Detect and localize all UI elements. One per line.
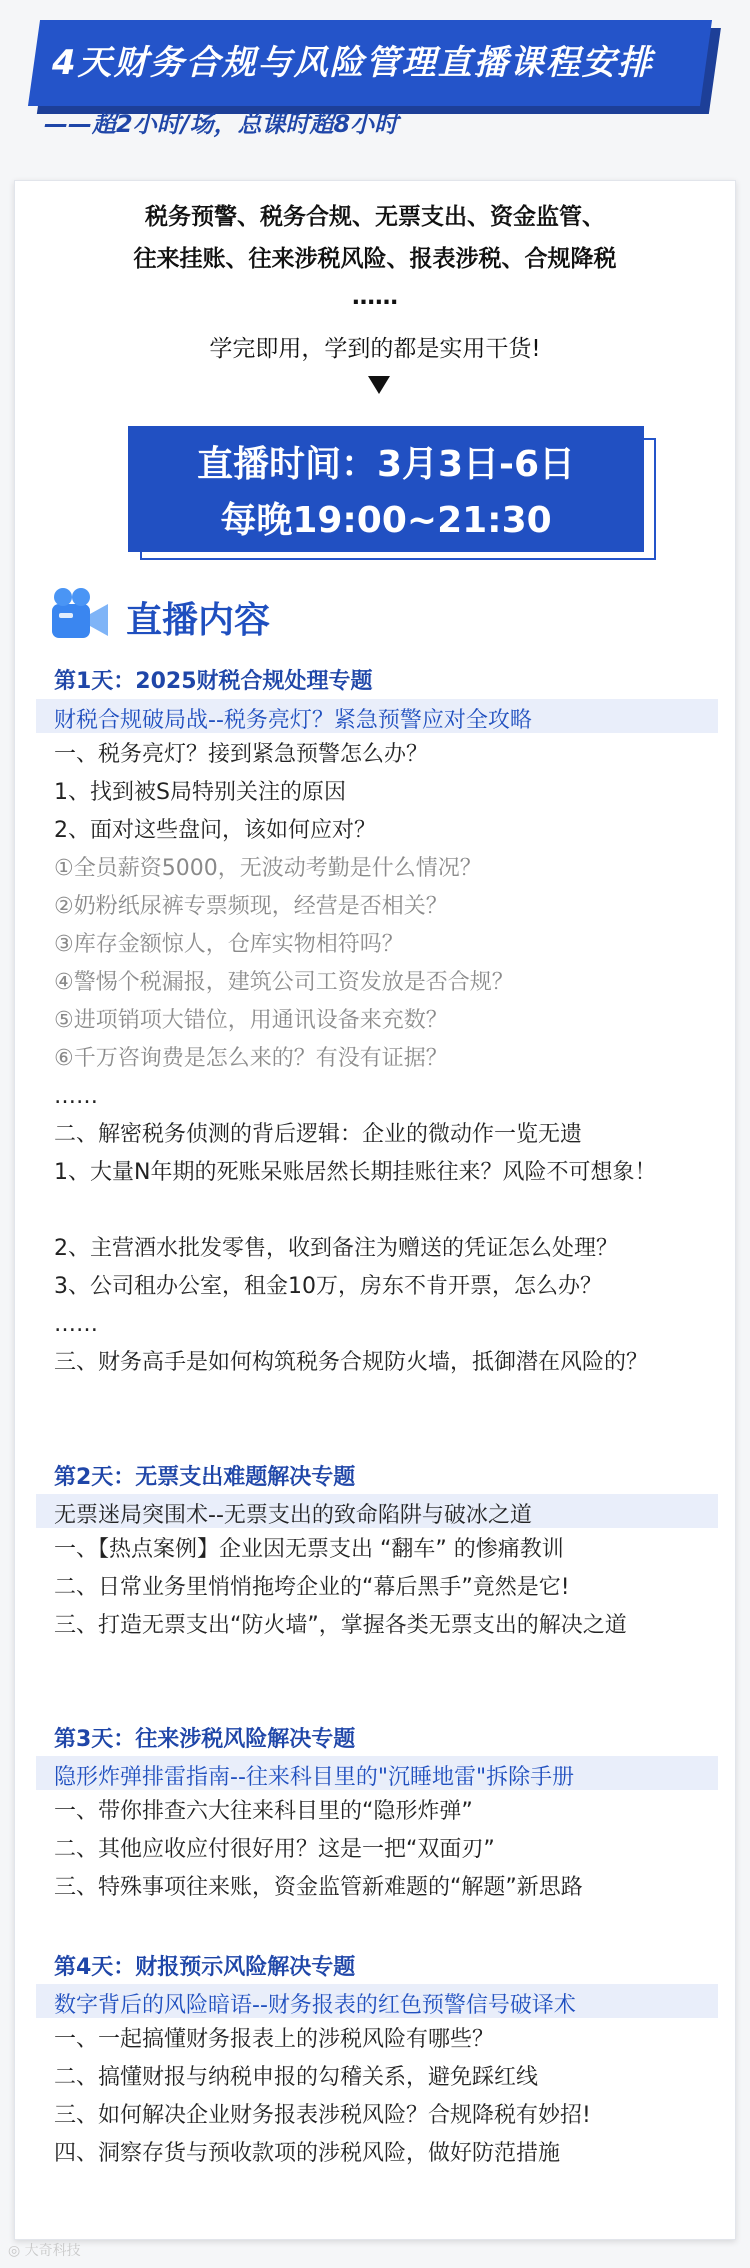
day-4-title: 第4天：财报预示风险解决专题 (54, 1955, 356, 1980)
day-1-line: ⑥千万咨询费是怎么来的？有没有证据？ (54, 1046, 448, 1071)
weibo-icon: ◎ (8, 2243, 21, 2259)
day-1-line: ①全员薪资5000，无波动考勤是什么情况？ (54, 856, 482, 881)
day-1-line: …… (54, 1312, 98, 1337)
day-1-line: ③库存金额惊人，仓库实物相符吗？ (54, 932, 404, 957)
day-3-line: 二、其他应收应付很好用？这是一把“双面刃” (54, 1837, 495, 1862)
day-1-bar (36, 699, 718, 733)
day-3-bar (36, 1756, 718, 1790)
day-3-line: 一、带你排查六大往来科目里的“隐形炸弹” (54, 1799, 473, 1824)
day-1-line: ⑤进项销项大错位，用通讯设备来充数？ (54, 1008, 448, 1033)
day-2-line: 三、打造无票支出“防火墙”，掌握各类无票支出的解决之道 (54, 1613, 627, 1638)
day-1-title: 第1天：2025财税合规处理专题 (54, 669, 373, 694)
day-4-line: 一、一起搞懂财务报表上的涉税风险有哪些？ (54, 2027, 495, 2052)
day-1-line: 二、解密税务侦测的背后逻辑：企业的微动作一览无遗 (54, 1122, 583, 1147)
day-2-bar-text: 无票迷局突围术--无票支出的致命陷阱与破冰之道 (54, 1503, 532, 1528)
day-4-bar (36, 1984, 718, 2018)
page-subtitle: ——超2小时/场，总课时超8小时 (44, 110, 399, 138)
page-title: 4天财务合规与风险管理直播课程安排 (52, 43, 654, 83)
live-hours: 每晚19:00~21:30 (220, 500, 552, 541)
day-4-line: 四、洞察存货与预收款项的涉税风险，做好防范措施 (54, 2141, 561, 2166)
live-date: 直播时间：3月3日-6日 (196, 444, 576, 485)
video-camera-icon (50, 586, 110, 642)
day-1-line: 2、主营酒水批发零售，收到备注为赠送的凭证怎么处理？ (54, 1236, 618, 1261)
day-3-line: 三、特殊事项往来账，资金监管新难题的“解题”新思路 (54, 1875, 583, 1900)
topics-ellipsis: …… (352, 284, 398, 310)
content-title: 直播内容 (126, 600, 271, 641)
day-1-line: 2、面对这些盘问，该如何应对？ (54, 818, 376, 843)
day-2-line: 一、【热点案例】企业因无票支出 “翻车” 的惨痛教训 (54, 1537, 564, 1562)
watermark (8, 2240, 81, 2260)
topics-line-1: 税务预警、税务合规、无票支出、资金监管、 (145, 204, 605, 230)
day-1-line: ②奶粉纸尿裤专票频现，经营是否相关？ (54, 894, 448, 919)
day-1-line: 1、找到被S局特别关注的原因 (54, 780, 346, 805)
day-1-line: ④警惕个税漏报，建筑公司工资发放是否合规？ (54, 970, 514, 995)
live-time-box (128, 426, 644, 552)
arrow-down-icon (368, 376, 390, 394)
day-2-line: 二、日常业务里悄悄拖垮企业的“幕后黑手”竟然是它! (54, 1575, 570, 1600)
watermark-text: 大奇科技 (24, 2243, 81, 2259)
day-1-line: 一、税务亮灯？接到紧急预警怎么办？ (54, 742, 429, 767)
day-4-line: 三、如何解决企业财务报表涉税风险？合规降税有妙招! (54, 2103, 591, 2128)
day-4-line: 二、搞懂财报与纳税申报的勾稽关系，避免踩红线 (54, 2065, 539, 2090)
day-1-bar-text: 财税合规破局战--税务亮灯？紧急预警应对全攻略 (54, 708, 532, 733)
day-4-bar-text: 数字背后的风险暗语--财务报表的红色预警信号破译术 (54, 1993, 576, 2018)
day-1-line: 1、大量N年期的死账呆账居然长期挂账往来？风险不可想象！ (54, 1160, 657, 1185)
day-3-title: 第3天：往来涉税风险解决专题 (54, 1727, 356, 1752)
day-1-line: 三、财务高手是如何构筑税务合规防火墙，抵御潜在风险的？ (54, 1350, 649, 1375)
tagline: 学完即用，学到的都是实用干货! (209, 336, 541, 362)
day-3-bar-text: 隐形炸弹排雷指南--往来科目里的"沉睡地雷"拆除手册 (54, 1765, 575, 1790)
day-2-bar (36, 1494, 718, 1528)
day-1-line: 3、公司租办公室，租金10万，房东不肯开票，怎么办？ (54, 1274, 602, 1299)
day-1-line: …… (54, 1084, 98, 1109)
day-2-title: 第2天：无票支出难题解决专题 (54, 1465, 356, 1490)
topics-line-2: 往来挂账、往来涉税风险、报表涉税、合规降税 (133, 246, 617, 272)
